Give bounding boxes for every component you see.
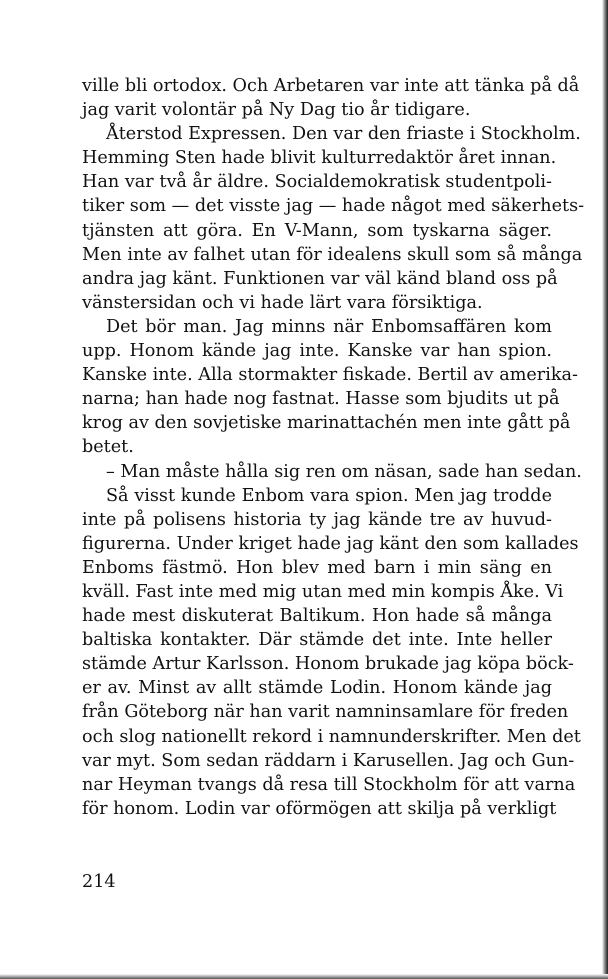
text-line: var myt. Som sedan räddarn i Karusellen. Jag och Gun- [82, 750, 575, 771]
text-line: upp. Honom kände jag inte. Kanske var han spion. [82, 341, 552, 362]
page-edge-right [602, 0, 608, 979]
text-line: Det bör man. Jag minns när Enbomsaffären kom [106, 316, 552, 337]
text-line: nar Heyman tvangs då resa till Stockholm för att varna [82, 774, 576, 795]
text-line: baltiska kontakter. Där stämde det inte. Inte heller [82, 630, 552, 651]
text-line: tiker som — det visste jag — hade något med säkerhets- [82, 196, 585, 217]
text-line: betet. [82, 437, 134, 458]
text-line: krog av den sovjetiske marinattachén men inte gått på [82, 413, 571, 434]
text-line: Kanske inte. Alla stormakter fiskade. Bertil av amerika- [82, 365, 578, 386]
text-line: jag varit volontär på Ny Dag tio år tidigare. [82, 100, 471, 121]
text-line: Han var två år äldre. Socialdemokratisk studentpoli- [82, 172, 552, 193]
text-line: er av. Minst av allt stämde Lodin. Honom kände jag [82, 678, 552, 699]
text-line: andra jag känt. Funktionen var väl känd bland oss på [82, 268, 558, 289]
text-line: kväll. Fast inte med mig utan med min kompis Åke. Vi [82, 581, 564, 602]
text-line: för honom. Lodin var oförmögen att skilja på verkligt [82, 798, 557, 819]
page-edge-bottom [0, 974, 608, 979]
text-line: och slog nationellt rekord i namnunderskrifter. Men det [82, 726, 581, 747]
text-line: figurerna. Under kriget hade jag känt den som kallades [82, 533, 579, 554]
text-line: – Man måste hålla sig ren om näsan, sade han sedan. [106, 461, 582, 482]
text-line: vänstersidan och vi hade lärt vara försiktiga. [82, 292, 483, 313]
text-line: stämde Artur Karlsson. Honom brukade jag köpa böck- [82, 654, 574, 675]
text-line: inte på polisens historia ty jag kände tre av huvud- [82, 509, 552, 530]
body-text [82, 74, 585, 821]
text-line: Hemming Sten hade blivit kulturredaktör året innan. [82, 148, 557, 169]
page-number: 214 [82, 872, 116, 892]
text-line: Så visst kunde Enbom vara spion. Men jag trodde [106, 485, 552, 506]
text-line: ville bli ortodox. Och Arbetaren var inte att tänka på då [82, 76, 580, 96]
text-line: hade mest diskuterat Baltikum. Hon hade så många [82, 606, 552, 627]
text-line: Enboms fästmö. Hon blev med barn i min säng en [82, 557, 552, 578]
text-line: narna; han hade nog fastnat. Hasse som bjudits ut på [82, 389, 560, 410]
text-line: från Göteborg när han varit namninsamlare för freden [82, 702, 569, 723]
text-line: Återstod Expressen. Den var den friaste i Stockholm. [106, 124, 581, 145]
text-line: Men inte av falhet utan för idealens skull som så många [82, 244, 583, 265]
text-line: tjänsten att göra. En V-Mann, som tyskarna säger. [82, 220, 552, 241]
